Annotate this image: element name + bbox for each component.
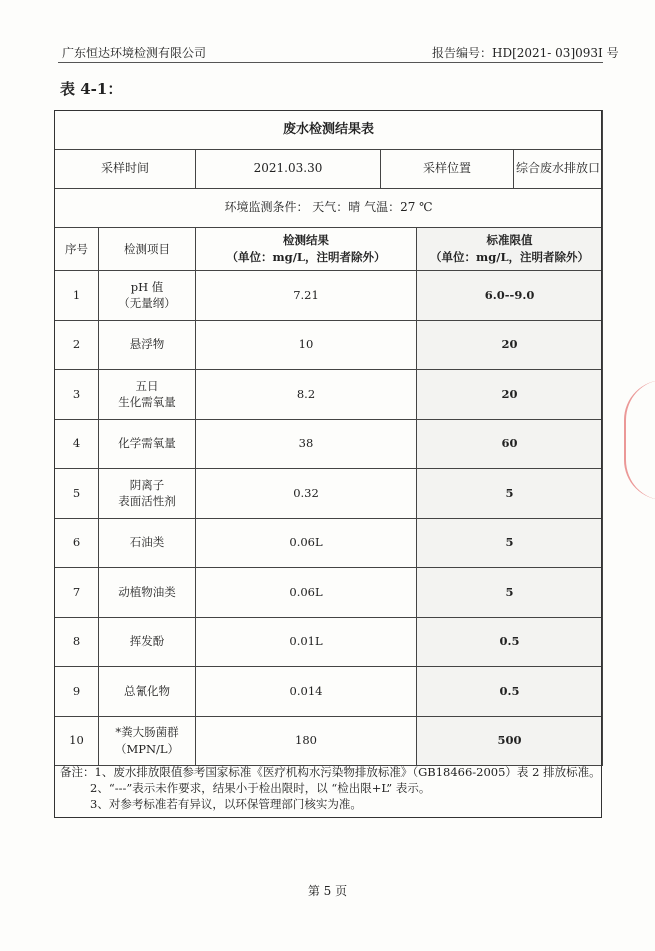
row-limit: 5	[417, 568, 603, 618]
sampling-site-label: 采样位置	[381, 150, 514, 189]
sampling-time-label: 采样时间	[55, 150, 196, 189]
row-result: 8.2	[196, 370, 417, 420]
row-no: 7	[55, 568, 99, 618]
row-no: 5	[55, 469, 99, 519]
sampling-time-value: 2021.03.30	[196, 150, 381, 189]
row-item-line: 动植物油类	[118, 584, 176, 599]
row-limit: 20	[417, 320, 603, 370]
row-result: 10	[196, 320, 417, 370]
row-item-line: 挥发酚	[129, 634, 165, 649]
row-result: 180	[196, 716, 417, 766]
row-item-line: 阴离子	[129, 477, 165, 492]
monitoring-conditions: 环境监测条件： 天气：晴 气温：27 ℃	[55, 189, 603, 228]
row-item-line: 化学需氧量	[118, 436, 176, 451]
col-header-item: 检测项目	[99, 228, 196, 271]
limit-header-unit: （单位：mg/L，注明者除外）	[430, 250, 590, 264]
row-item-line: *粪大肠菌群	[115, 725, 179, 740]
row-limit: 500	[417, 716, 603, 766]
row-result: 0.32	[196, 469, 417, 519]
row-no: 8	[55, 617, 99, 667]
row-limit: 5	[417, 469, 603, 519]
note-line	[60, 764, 600, 780]
row-result: 0.06L	[196, 518, 417, 568]
seal-stamp-edge	[624, 380, 655, 500]
row-no: 4	[55, 419, 99, 469]
row-limit: 5	[417, 518, 603, 568]
row-item-line: （MPN/L）	[114, 741, 180, 756]
row-item-line: 悬浮物	[129, 337, 165, 352]
company-name: 广东恒达环境检测有限公司	[62, 46, 207, 60]
row-no: 10	[55, 716, 99, 766]
row-limit: 60	[417, 419, 603, 469]
note-1: 1、废水排放限值参考国家标准《医疗机构水污染物排放标准》（GB18466-2005）表 2 排放标准。	[94, 765, 601, 779]
row-result: 0.01L	[196, 617, 417, 667]
note-line	[60, 780, 600, 796]
row-no: 2	[55, 320, 99, 370]
row-limit: 0.5	[417, 617, 603, 667]
row-result: 7.21	[196, 271, 417, 321]
row-item-line: 石油类	[129, 535, 165, 550]
row-result: 0.014	[196, 667, 417, 717]
notes	[60, 764, 600, 812]
table-label: 表 4-1：	[60, 80, 123, 98]
limit-header-title: 标准限值	[486, 233, 533, 248]
col-header-no: 序号	[55, 228, 99, 271]
row-no: 1	[55, 271, 99, 321]
note-3: 3、对参考标准若有异议，以环保管理部门核实为准。	[90, 797, 362, 811]
notes-label: 备注：	[60, 765, 95, 779]
row-item-line: （无量纲）	[118, 296, 176, 311]
row-result: 38	[196, 419, 417, 469]
table-outer-frame	[54, 110, 602, 818]
row-limit: 6.0--9.0	[417, 271, 603, 321]
page-number: 第 5 页	[307, 884, 348, 898]
row-no: 6	[55, 518, 99, 568]
row-item-line: 总氰化物	[124, 683, 170, 698]
sampling-site-value: 综合废水排放口	[514, 150, 603, 189]
row-item-line: 五日	[135, 378, 159, 393]
header-divider	[58, 62, 603, 63]
note-line	[60, 796, 600, 812]
note-2: 2、“---”表示未作要求，结果小于检出限时，以 “检出限+L” 表示。	[90, 781, 431, 795]
row-result: 0.06L	[196, 568, 417, 618]
row-item-line: pH 值	[130, 279, 164, 294]
row-no: 9	[55, 667, 99, 717]
table-title: 废水检测结果表	[55, 111, 603, 150]
report-number: 报告编号：HD[2021- 03]093I 号	[432, 46, 619, 60]
result-header-unit: （单位：mg/L，注明者除外）	[226, 250, 386, 264]
row-limit: 20	[417, 370, 603, 420]
row-item-line: 生化需氧量	[118, 395, 176, 410]
result-header-title: 检测结果	[283, 233, 329, 248]
row-no: 3	[55, 370, 99, 420]
row-limit: 0.5	[417, 667, 603, 717]
row-item-line: 表面活性剂	[118, 494, 176, 509]
